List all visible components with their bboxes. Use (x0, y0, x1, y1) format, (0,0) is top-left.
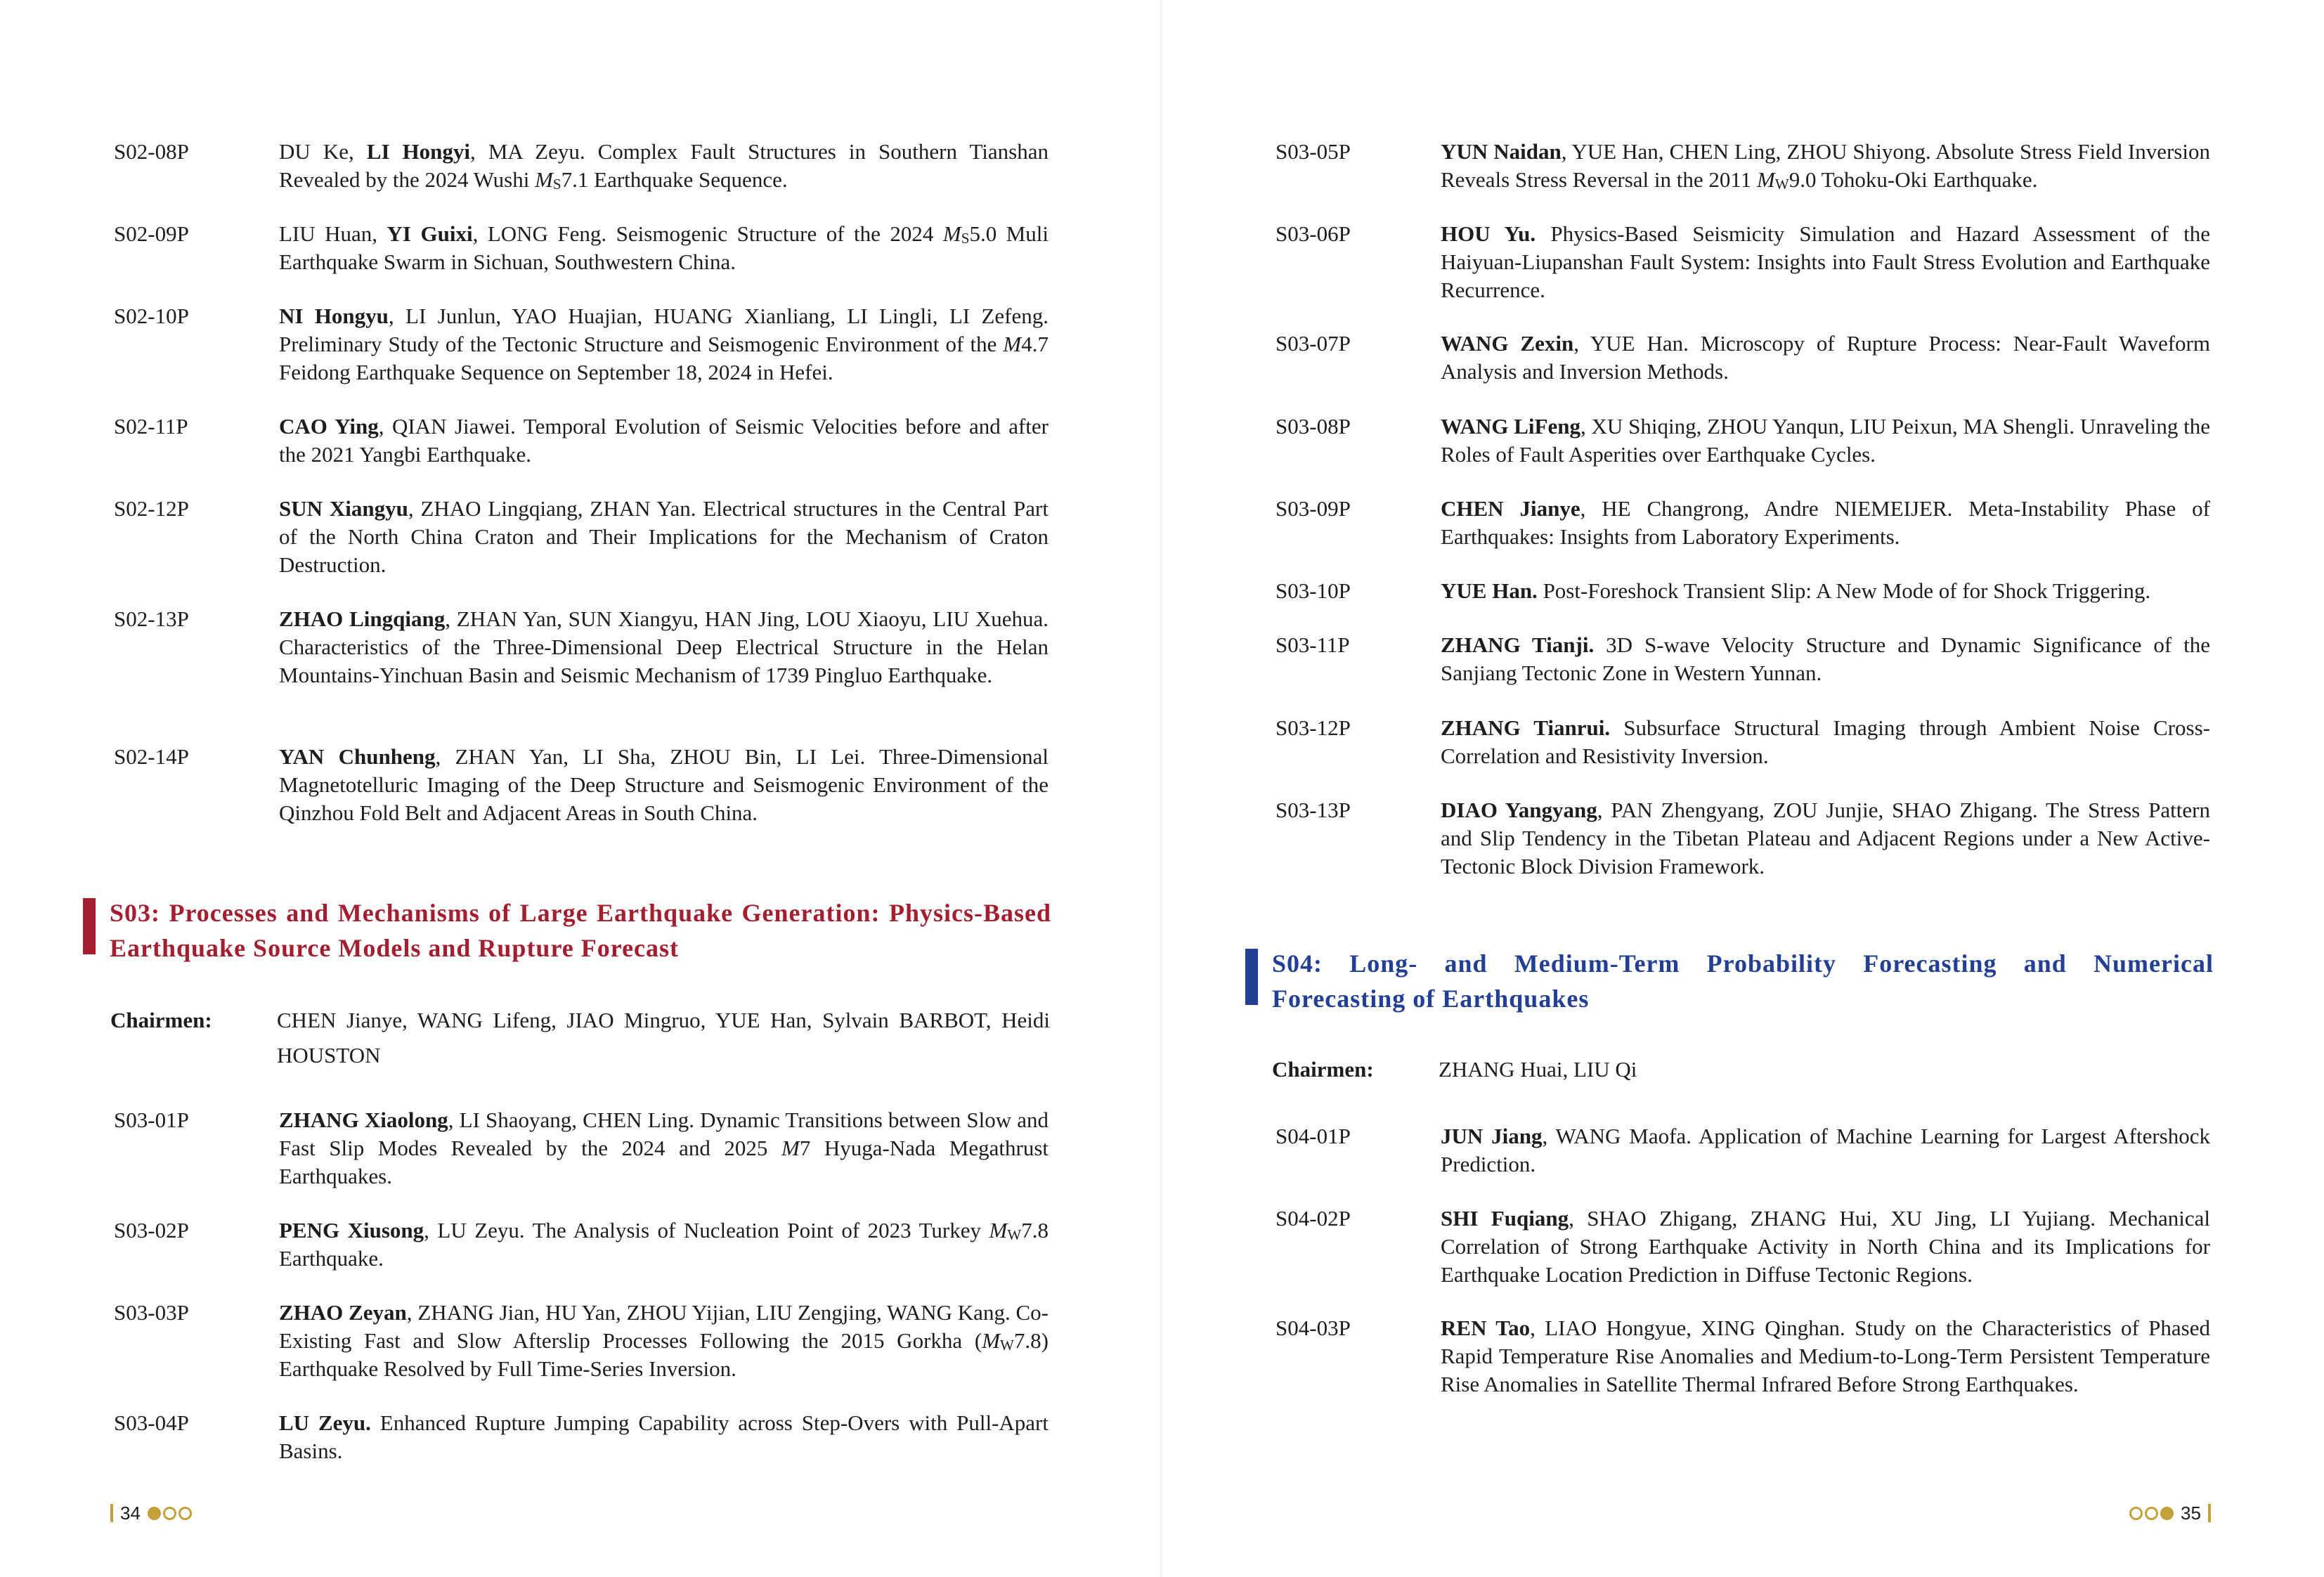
poster-id: S03-09P (1275, 496, 1351, 521)
page-marker-tick (110, 1504, 113, 1522)
poster-id: S02-08P (114, 139, 189, 164)
poster-text: JUN Jiang, WANG Maofa. Application of Machine Learning for Largest Aftershock Prediction. (1441, 1124, 2210, 1176)
poster-id: S03-04P (114, 1410, 189, 1435)
poster-id: S03-07P (1275, 331, 1351, 356)
poster-text: DIAO Yangyang, PAN Zhengyang, ZOU Junjie, SHAO Zhigang. The Stress Pattern and Slip Tendency in the Tibetan Plateau and Adjacent Regions under a New Active-Tectonic Block Division Framework. (1441, 798, 2210, 878)
poster-text: ZHANG Tianji. 3D S-wave Velocity Structure and Dynamic Significance of the Sanjiang Tectonic Zone in Western Yunnan. (1441, 632, 2210, 685)
presenter-name: DIAO Yangyang (1441, 798, 1597, 822)
presenter-name: PENG Xiusong (279, 1218, 424, 1242)
right-page (1162, 0, 2324, 1577)
chairmen-label: Chairmen: (1272, 1057, 1374, 1082)
poster-id: S02-13P (114, 606, 189, 631)
poster-id: S03-11P (1275, 632, 1350, 657)
dot-icon (2145, 1507, 2158, 1520)
presenter-name: YAN Chunheng (279, 744, 436, 769)
poster-text: CHEN Jianye, HE Changrong, Andre NIEMEIJER. Meta-Instability Phase of Earthquakes: Insights from Laboratory Experiments. (1441, 496, 2210, 549)
poster-id: S02-09P (114, 221, 189, 246)
presenter-name: ZHAO Zeyan (279, 1300, 407, 1325)
poster-id: S03-01P (114, 1108, 189, 1132)
page-number-right (2129, 1502, 2211, 1524)
page-dots (2129, 1507, 2174, 1520)
poster-id: S03-10P (1275, 578, 1351, 603)
presenter-name: CHEN Jianye (1441, 496, 1580, 521)
poster-id: S02-12P (114, 496, 189, 521)
poster-text: WANG LiFeng, XU Shiqing, ZHOU Yanqun, LIU Peixun, MA Shengli. Unraveling the Roles of Fault Asperities over Earthquake Cycles. (1441, 414, 2210, 467)
poster-id: S03-08P (1275, 414, 1351, 439)
presenter-name: ZHANG Tianrui. (1441, 715, 1611, 740)
session-title: S03: Processes and Mechanisms of Large Earthquake Generation: Physics-Based Earthquake Source Models and Rupture Forecast (110, 899, 1051, 962)
chairmen-names: ZHANG Huai, LIU Qi (1439, 1057, 1637, 1082)
session-accent-bar (1245, 949, 1258, 1005)
presenter-name: ZHANG Tianji. (1441, 632, 1595, 657)
poster-id: S03-05P (1275, 139, 1351, 164)
poster-text: ZHAO Lingqiang, ZHAN Yan, SUN Xiangyu, HAN Jing, LOU Xiaoyu, LIU Xuehua. Characteristics of the Three-Dimensional Deep Electrical Structure in the Helan Mountains-Yinchuan Basin and Seismic Mechanism of 1739 Pingluo Earthquake. (279, 606, 1049, 687)
poster-id: S03-13P (1275, 798, 1351, 822)
poster-text: YUN Naidan, YUE Han, CHEN Ling, ZHOU Shiyong. Absolute Stress Field Inversion Reveals Stress Reversal in the 2011 $M_W9.0$ Tohoku-Oki Earthquake. (1441, 139, 2210, 193)
poster-text: WANG Zexin, YUE Han. Microscopy of Rupture Process: Near-Fault Waveform Analysis and Inversion Methods. (1441, 331, 2210, 384)
poster-text: ZHANG Tianrui. Subsurface Structural Imaging through Ambient Noise Cross-Correlation and Resistivity Inversion. (1441, 715, 2210, 768)
poster-id: S03-06P (1275, 221, 1351, 246)
page-number: 35 (2181, 1502, 2201, 1524)
poster-text: YAN Chunheng, ZHAN Yan, LI Sha, ZHOU Bin, LI Lei. Three-Dimensional Magnetotelluric Imaging of the Deep Structure and Seismogenic Environment of the Qinzhou Fold Belt and Adjacent Areas in South China. (279, 744, 1049, 825)
poster-text: REN Tao, LIAO Hongyue, XING Qinghan. Study on the Characteristics of Phased Rapid Temperature Rise Anomalies and Medium-to-Long-Term Persistent Temperature Rise Anomalies in Satellite Thermal Infrared Before Strong Earthquakes. (1441, 1316, 2210, 1396)
presenter-name: JUN Jiang (1441, 1124, 1543, 1148)
dot-icon (163, 1507, 176, 1520)
chairmen-names: CHEN Jianye, WANG Lifeng, JIAO Mingruo, YUE Han, Sylvain BARBOT, Heidi HOUSTON (277, 1008, 1050, 1067)
poster-id: S03-02P (114, 1218, 189, 1242)
poster-id: S02-11P (114, 414, 188, 439)
page-dots (148, 1507, 192, 1520)
page-number: 34 (120, 1502, 141, 1524)
presenter-name: CAO Ying (279, 414, 379, 439)
presenter-name: WANG Zexin (1441, 331, 1574, 356)
poster-id: S04-01P (1275, 1124, 1351, 1148)
presenter-name: NI Hongyu (279, 304, 389, 328)
dot-icon (148, 1507, 161, 1520)
poster-text: PENG Xiusong, LU Zeyu. The Analysis of Nucleation Point of 2023 Turkey $M_W7.8$ Earthquake. (279, 1218, 1049, 1271)
poster-text: ZHANG Xiaolong, LI Shaoyang, CHEN Ling. Dynamic Transitions between Slow and Fast Slip Modes Revealed by the 2024 and 2025 M7 Hyuga-Nada Megathrust Earthquakes. (279, 1108, 1049, 1188)
presenter-name: SHI Fuqiang (1441, 1206, 1569, 1231)
poster-text: CAO Ying, QIAN Jiawei. Temporal Evolution of Seismic Velocities before and after the 2021 Yangbi Earthquake. (279, 414, 1049, 467)
poster-text: YUE Han. Post-Foreshock Transient Slip: A New Mode of for Shock Triggering. (1441, 578, 2151, 603)
dot-icon (2129, 1507, 2143, 1520)
presenter-name: LU Zeyu. (279, 1410, 371, 1435)
presenter-name: YI Guixi (387, 221, 473, 246)
poster-id: S03-12P (1275, 715, 1351, 740)
chairmen-label: Chairmen: (110, 1008, 212, 1032)
presenter-name: YUN Naidan (1441, 139, 1562, 164)
poster-id: S02-10P (114, 304, 189, 328)
poster-id: S03-03P (114, 1300, 189, 1325)
poster-id: S04-02P (1275, 1206, 1351, 1231)
session-accent-bar (83, 898, 96, 954)
dot-icon (178, 1507, 192, 1520)
presenter-name: YUE Han. (1441, 578, 1538, 603)
presenter-name: SUN Xiangyu (279, 496, 408, 521)
presenter-name: ZHAO Lingqiang (279, 606, 446, 631)
page-number-left (110, 1502, 192, 1524)
presenter-name: HOU Yu. (1441, 221, 1536, 246)
dot-icon (2160, 1507, 2174, 1520)
presenter-name: WANG LiFeng (1441, 414, 1580, 439)
page-marker-tick (2208, 1504, 2211, 1522)
poster-text: SHI Fuqiang, SHAO Zhigang, ZHANG Hui, XU Jing, LI Yujiang. Mechanical Correlation of Strong Earthquake Activity in North China and its Implications for Earthquake Location Prediction in Diffuse Tectonic Regions. (1441, 1206, 2210, 1287)
poster-text: NI Hongyu, LI Junlun, YAO Huajian, HUANG Xianliang, LI Lingli, LI Zefeng. Preliminary Study of the Tectonic Structure and Seismogenic Environment of the M4.7 Feidong Earthquake Sequence on September 18, 2024 in Hefei. (279, 304, 1049, 384)
poster-text: LU Zeyu. Enhanced Rupture Jumping Capability across Step-Overs with Pull-Apart Basins. (279, 1410, 1049, 1463)
session-title: S04: Long- and Medium-Term Probability Forecasting and Numerical Forecasting of Earthquakes (1272, 949, 2214, 1013)
poster-id: S04-03P (1275, 1316, 1351, 1340)
presenter-name: LI Hongyi (366, 139, 471, 164)
poster-id: S02-14P (114, 744, 189, 769)
presenter-name: REN Tao (1441, 1316, 1531, 1340)
presenter-name: ZHANG Xiaolong (279, 1108, 448, 1132)
poster-text: DU Ke, LI Hongyi, MA Zeyu. Complex Fault Structures in Southern Tianshan Revealed by the 2024 Wushi $M_S7.1$ Earthquake Sequence. (279, 139, 1049, 193)
poster-text: ZHAO Zeyan, ZHANG Jian, HU Yan, ZHOU Yijian, LIU Zengjing, WANG Kang. Co-Existing Fast and Slow Afterslip Processes Following the 2015 Gorkha $(M_W7.8)$ Earthquake Resolved by Full Time-Series Inversion. (279, 1300, 1049, 1381)
poster-text: LIU Huan, YI Guixi, LONG Feng. Seismogenic Structure of the 2024 $M_S5.0$ Muli Earthquake Swarm in Sichuan, Southwestern China. (279, 221, 1049, 274)
poster-text: SUN Xiangyu, ZHAO Lingqiang, ZHAN Yan. Electrical structures in the Central Part of the North China Craton and Their Implications for the Mechanism of Craton Destruction. (279, 496, 1049, 577)
poster-text: HOU Yu. Physics-Based Seismicity Simulation and Hazard Assessment of the Haiyuan-Liupanshan Fault System: Insights into Fault Stress Evolution and Earthquake Recurrence. (1441, 221, 2210, 302)
